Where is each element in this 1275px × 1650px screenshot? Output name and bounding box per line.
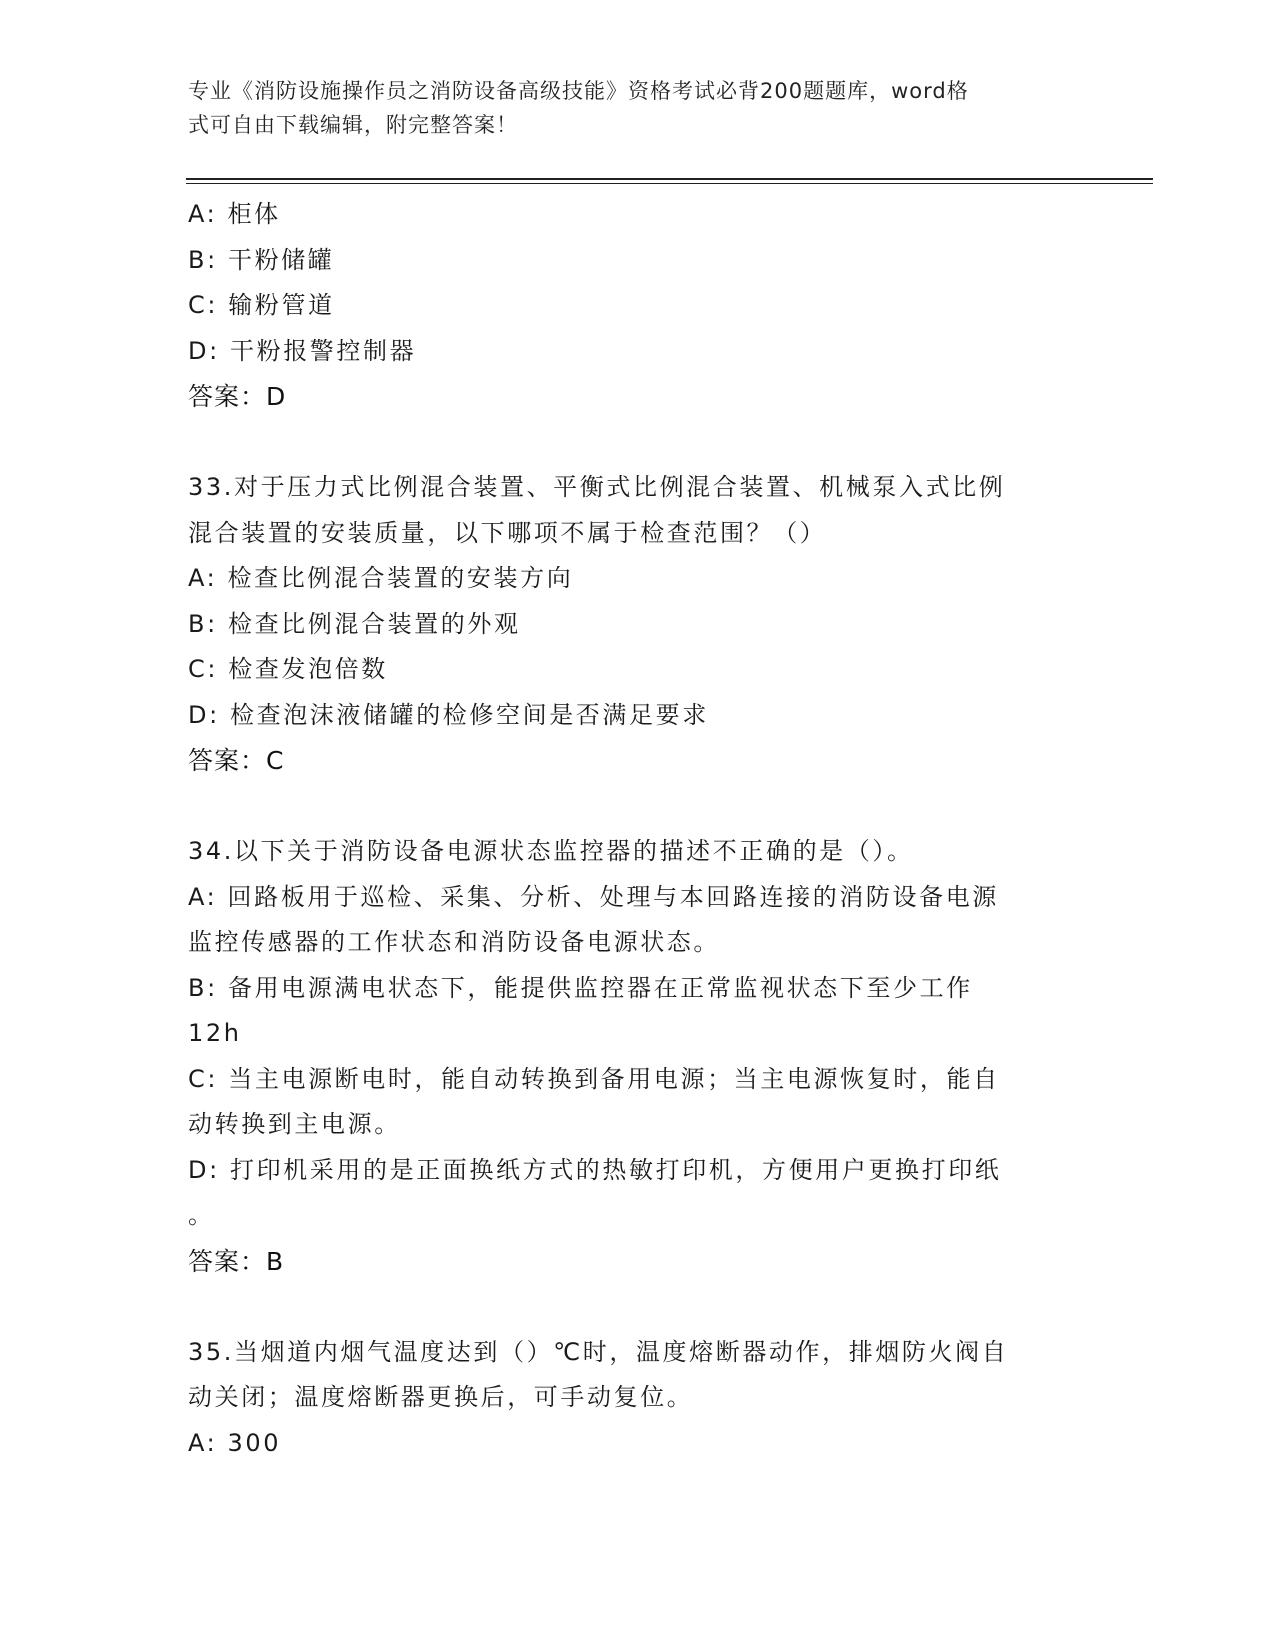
question-34-option-b-line-1: B: 备用电源满电状态下，能提供监控器在正常监视状态下至少工作 [188, 973, 973, 1002]
question-33-option-d: D: 检查泡沫液储罐的检修空间是否满足要求 [188, 700, 709, 729]
question-33-option-a: A: 检查比例混合装置的安装方向 [188, 564, 574, 592]
question-34-option-c-line-2: 动转换到主电源。 [188, 1110, 401, 1138]
spacer [188, 1284, 1088, 1330]
question-35-option-a: A: 300 [188, 1428, 282, 1457]
question-32-option-c: C: 输粉管道 [188, 291, 335, 319]
question-33-stem-line-1: 33.对于压力式比例混合装置、平衡式比例混合装置、机械泵入式比例 [188, 473, 1006, 501]
question-33-answer: 答案：C [188, 746, 285, 775]
question-32-option-a: A: 柜体 [188, 200, 281, 228]
question-34-option-b-line-2: 12h [188, 1019, 242, 1047]
header-line-2: 式可自由下载编辑，附完整答案！ [188, 113, 518, 137]
question-34-option-c-line-1: C: 当主电源断电时，能自动转换到备用电源；当主电源恢复时，能自 [188, 1064, 1000, 1093]
header-divider-thick [186, 178, 1153, 180]
question-32-option-d: D: 干粉报警控制器 [188, 336, 417, 365]
spacer [188, 784, 1088, 830]
question-34-stem: 34.以下关于消防设备电源状态监控器的描述不正确的是（）。 [188, 837, 914, 865]
question-34-option-a-line-1: A: 回路板用于巡检、采集、分析、处理与本回路连接的消防设备电源 [188, 882, 999, 911]
question-34-option-d-line-1: D: 打印机采用的是正面换纸方式的热敏打印机，方便用户更换打印纸 [188, 1155, 1002, 1184]
question-32-option-b: B: 干粉储罐 [188, 245, 335, 274]
spacer [188, 420, 1088, 466]
question-34-option-a-line-2: 监控传感器的工作状态和消防设备电源状态。 [188, 928, 720, 956]
header-line-1: 专业《消防设施操作员之消防设备高级技能》资格考试必背200题题库，word格 [188, 79, 969, 103]
question-34-answer: 答案：B [188, 1246, 285, 1276]
question-35-stem-line-2: 动关闭；温度熔断器更换后，可手动复位。 [188, 1383, 694, 1411]
document-header [188, 74, 1088, 142]
question-35-stem-line-1: 35.当烟道内烟气温度达到（）℃时，温度熔断器动作，排烟防火阀自 [188, 1337, 1009, 1366]
question-34-option-d-line-2: 。 [188, 1201, 215, 1229]
question-33-stem-line-2: 混合装置的安装质量，以下哪项不属于检查范围？（） [188, 518, 827, 547]
header-divider-thin [186, 183, 1153, 184]
question-content [188, 192, 1088, 1466]
question-35-block [188, 1330, 1088, 1467]
question-32-block [188, 192, 1088, 420]
question-32-answer: 答案：D [188, 382, 287, 411]
question-33-option-c: C: 检查发泡倍数 [188, 655, 388, 683]
question-34-block [188, 829, 1088, 1284]
question-33-option-b: B: 检查比例混合装置的外观 [188, 609, 521, 638]
question-33-block [188, 465, 1088, 784]
